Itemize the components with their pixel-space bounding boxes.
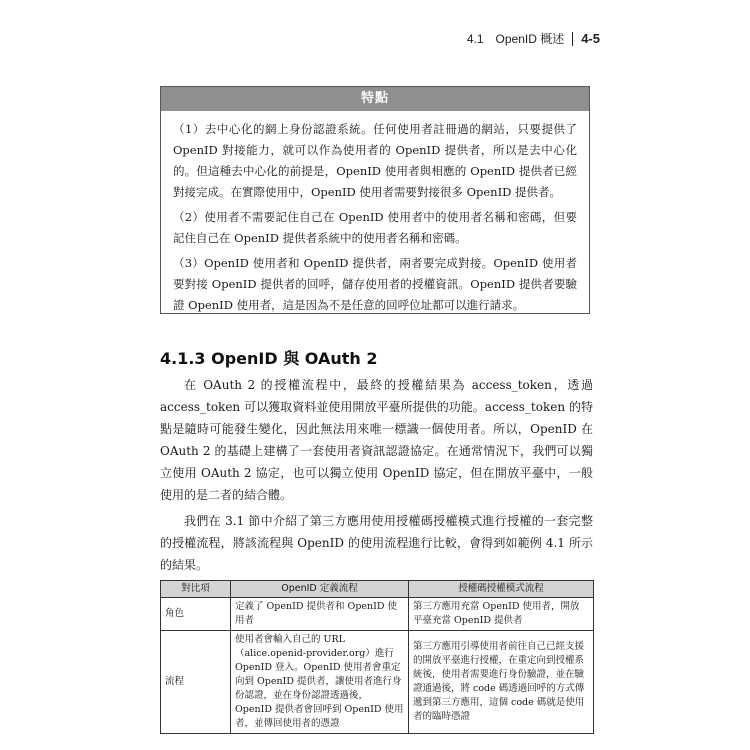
header-divider: [572, 32, 573, 46]
feature-item: （2）使用者不需要記住自己在 OpenID 使用者中的使用者名稱和密碼，但要記住自己在 OpenID 提供者系統中的使用者名稱和密碼。: [173, 210, 577, 245]
feature-box-body: [161, 111, 589, 316]
table-header-cell: OpenID 定義流程: [231, 581, 409, 598]
body-paragraph: 在 OAuth 2 的授權流程中，最終的授權結果為 access_token，透過 access_token 可以獲取資料並使用開放平臺所提供的功能。access_token 的特點是隨時可能發生變化，因此無法用來唯一標識一個使用者。所以，OpenID 在 OAuth 2 的基礎上建構了一套使用者資訊認證協定。在通常情況下，我們可以獨立使用 OAuth 2 協定，也可以獨立使用 OpenID 協定，但在開放平臺中，一般使用的是二者的結合體。: [160, 378, 593, 502]
table-cell: 定義了 OpenID 提供者和 OpenID 使用者: [231, 598, 409, 631]
running-header: [467, 30, 600, 47]
table-cell: 使用者會輸入自己的 URL（alice.openid-provider.org）進行 OpenID 登入。OpenID 使用者會重定向到 OpenID 提供者，讓使用者進行身份認證，並在身份認證透過後，OpenID 提供者會回呼到 OpenID 使用者，並傳回使用者的憑證: [231, 631, 409, 734]
table-cell: 流程: [161, 631, 231, 734]
section-heading: 4.1.3 OpenID 與 OAuth 2: [160, 349, 378, 368]
table-header-cell: 授權碼授權模式流程: [409, 581, 594, 598]
feature-item: （3）OpenID 使用者和 OpenID 提供者，兩者要完成對接。OpenID 使用者要對接 OpenID 提供者的回呼，儲存使用者的授權資訊。OpenID 提供者要驗證 OpenID 使用者，這是因為不是任意的回呼位址都可以進行請求。: [173, 256, 577, 312]
table-row: [161, 598, 594, 631]
feature-box-title: 特點: [161, 87, 589, 111]
table-cell: 角色: [161, 598, 231, 631]
page-number: 4-5: [581, 31, 600, 46]
table-header-row: [161, 581, 594, 598]
feature-item: （1）去中心化的網上身份認證系統。任何使用者註冊過的網站，只要提供了 OpenID 對接能力，就可以作為使用者的 OpenID 提供者，所以是去中心化的。但這種去中心化的前提是，OpenID 使用者與相應的 OpenID 提供者已經對接完成。在實際使用中，OpenID 使用者需要對接很多 OpenID 提供者。: [173, 122, 577, 199]
body-paragraph: 我們在 3.1 節中介紹了第三方應用使用授權碼授權模式進行授權的一套完整的授權流程，將該流程與 OpenID 的使用流程進行比較，會得到如範例 4.1 所示的結果。: [160, 514, 593, 572]
table-row: [161, 631, 594, 734]
section-reference: 4.1 OpenID 概述: [466, 32, 565, 46]
feature-box: [160, 86, 590, 314]
table-cell: 第三方應用充當 OpenID 使用者，開放平臺充當 OpenID 提供者: [409, 598, 594, 631]
table-cell: 第三方應用引導使用者前往自己已經支援的開放平臺進行授權，在重定向到授權系統後，使用者需要進行身份驗證，並在驗證通過後，將 code 碼透過回呼的方式傳遞到第三方應用，這個 code 碼就是使用者的臨時憑證: [409, 631, 594, 734]
comparison-table: [160, 580, 594, 734]
table-header-cell: 對比項: [161, 581, 231, 598]
